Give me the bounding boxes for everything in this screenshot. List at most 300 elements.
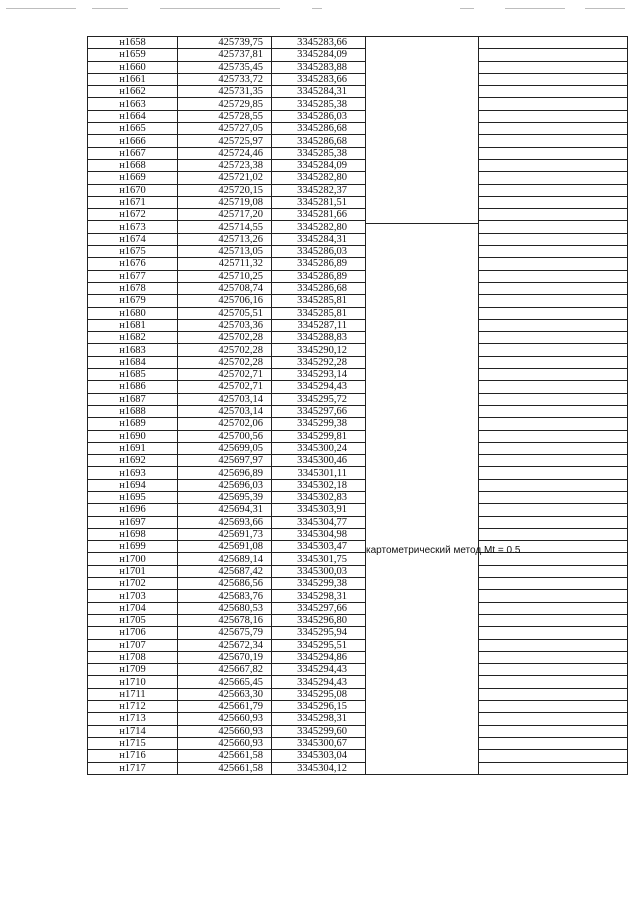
empty-cell <box>479 479 628 491</box>
y-coordinate-cell: 3345302,83 <box>272 491 366 503</box>
x-coordinate-cell: 425689,14 <box>178 553 272 565</box>
table-row <box>88 381 628 393</box>
point-name-cell: н1679 <box>88 295 178 307</box>
point-name-cell: н1704 <box>88 602 178 614</box>
method-cell <box>366 37 521 775</box>
empty-cell <box>479 750 628 762</box>
x-coordinate-cell: 425702,71 <box>178 381 272 393</box>
table-row <box>88 442 628 454</box>
x-coordinate-cell: 425667,82 <box>178 664 272 676</box>
point-name-cell: н1687 <box>88 393 178 405</box>
point-name-cell: н1714 <box>88 725 178 737</box>
y-coordinate-cell: 3345293,14 <box>272 369 366 381</box>
empty-cell <box>479 49 628 61</box>
coordinates-table-body <box>88 37 628 775</box>
y-coordinate-cell: 3345286,68 <box>272 123 366 135</box>
x-coordinate-cell: 425675,79 <box>178 627 272 639</box>
empty-cell <box>479 356 628 368</box>
empty-cell <box>479 37 628 49</box>
x-coordinate-cell: 425729,85 <box>178 98 272 110</box>
y-coordinate-cell: 3345299,38 <box>272 578 366 590</box>
empty-cell <box>479 442 628 454</box>
empty-cell <box>479 344 628 356</box>
empty-cell <box>479 578 628 590</box>
point-name-cell: н1663 <box>88 98 178 110</box>
empty-cell <box>479 762 628 774</box>
empty-cell <box>479 516 628 528</box>
empty-cell <box>479 369 628 381</box>
x-coordinate-cell: 425713,26 <box>178 233 272 245</box>
y-coordinate-cell: 3345285,38 <box>272 147 366 159</box>
empty-cell <box>479 639 628 651</box>
y-coordinate-cell: 3345295,72 <box>272 393 366 405</box>
point-name-cell: н1703 <box>88 590 178 602</box>
x-coordinate-cell: 425687,42 <box>178 565 272 577</box>
y-coordinate-cell: 3345304,98 <box>272 528 366 540</box>
y-coordinate-cell: 3345303,47 <box>272 541 366 553</box>
point-name-cell: н1672 <box>88 209 178 221</box>
empty-cell <box>479 172 628 184</box>
x-coordinate-cell: 425727,05 <box>178 123 272 135</box>
point-name-cell: н1712 <box>88 701 178 713</box>
y-coordinate-cell: 3345303,04 <box>272 750 366 762</box>
empty-cell <box>479 135 628 147</box>
x-coordinate-cell: 425717,20 <box>178 209 272 221</box>
x-coordinate-cell: 425733,72 <box>178 73 272 85</box>
y-coordinate-cell: 3345299,81 <box>272 430 366 442</box>
empty-cell <box>479 504 628 516</box>
point-name-cell: н1678 <box>88 282 178 294</box>
y-coordinate-cell: 3345300,03 <box>272 565 366 577</box>
table-row <box>88 688 628 700</box>
method-text: картометрический метод Mt = 0.5 <box>366 545 521 556</box>
y-coordinate-cell: 3345298,31 <box>272 713 366 725</box>
x-coordinate-cell: 425686,56 <box>178 578 272 590</box>
point-name-cell: н1684 <box>88 356 178 368</box>
empty-cell <box>479 701 628 713</box>
x-coordinate-cell: 425702,28 <box>178 356 272 368</box>
table-row <box>88 37 628 49</box>
table-row <box>88 541 628 553</box>
y-coordinate-cell: 3345299,38 <box>272 418 366 430</box>
table-row <box>88 73 628 85</box>
empty-cell <box>479 246 628 258</box>
y-coordinate-cell: 3345294,43 <box>272 676 366 688</box>
empty-cell <box>479 405 628 417</box>
empty-cell <box>479 159 628 171</box>
point-name-cell: н1715 <box>88 737 178 749</box>
table-row <box>88 750 628 762</box>
point-name-cell: н1660 <box>88 61 178 73</box>
table-row <box>88 172 628 184</box>
empty-cell <box>479 270 628 282</box>
x-coordinate-cell: 425725,97 <box>178 135 272 147</box>
empty-cell <box>479 73 628 85</box>
x-coordinate-cell: 425703,36 <box>178 319 272 331</box>
x-coordinate-cell: 425703,14 <box>178 393 272 405</box>
point-name-cell: н1716 <box>88 750 178 762</box>
x-coordinate-cell: 425660,93 <box>178 725 272 737</box>
table-row <box>88 504 628 516</box>
table-row <box>88 467 628 479</box>
empty-cell <box>479 418 628 430</box>
y-coordinate-cell: 3345286,68 <box>272 135 366 147</box>
table-row <box>88 209 628 221</box>
table-row <box>88 159 628 171</box>
empty-cell <box>479 86 628 98</box>
table-row <box>88 221 628 233</box>
table-row <box>88 578 628 590</box>
point-name-cell: н1717 <box>88 762 178 774</box>
x-coordinate-cell: 425699,05 <box>178 442 272 454</box>
point-name-cell: н1696 <box>88 504 178 516</box>
table-row <box>88 528 628 540</box>
table-row <box>88 49 628 61</box>
point-name-cell: н1673 <box>88 221 178 233</box>
point-name-cell: н1692 <box>88 455 178 467</box>
table-row <box>88 307 628 319</box>
y-coordinate-cell: 3345296,80 <box>272 614 366 626</box>
x-coordinate-cell: 425672,34 <box>178 639 272 651</box>
table-row <box>88 332 628 344</box>
y-coordinate-cell: 3345285,81 <box>272 295 366 307</box>
table-row <box>88 282 628 294</box>
table-row <box>88 356 628 368</box>
empty-cell <box>479 651 628 663</box>
y-coordinate-cell: 3345297,66 <box>272 602 366 614</box>
table-row <box>88 455 628 467</box>
point-name-cell: н1681 <box>88 319 178 331</box>
point-name-cell: н1705 <box>88 614 178 626</box>
table-row <box>88 418 628 430</box>
y-coordinate-cell: 3345297,66 <box>272 405 366 417</box>
empty-cell <box>479 319 628 331</box>
x-coordinate-cell: 425663,30 <box>178 688 272 700</box>
x-coordinate-cell: 425708,74 <box>178 282 272 294</box>
point-name-cell: н1677 <box>88 270 178 282</box>
y-coordinate-cell: 3345300,67 <box>272 737 366 749</box>
empty-cell <box>479 147 628 159</box>
y-coordinate-cell: 3345282,80 <box>272 221 366 233</box>
y-coordinate-cell: 3345286,89 <box>272 258 366 270</box>
x-coordinate-cell: 425721,02 <box>178 172 272 184</box>
table-row <box>88 369 628 381</box>
point-name-cell: н1710 <box>88 676 178 688</box>
point-name-cell: н1699 <box>88 541 178 553</box>
point-name-cell: н1668 <box>88 159 178 171</box>
y-coordinate-cell: 3345284,31 <box>272 233 366 245</box>
empty-cell <box>479 221 628 233</box>
point-name-cell: н1665 <box>88 123 178 135</box>
x-coordinate-cell: 425661,79 <box>178 701 272 713</box>
page-header-remnant <box>0 0 640 18</box>
x-coordinate-cell: 425731,35 <box>178 86 272 98</box>
x-coordinate-cell: 425702,71 <box>178 369 272 381</box>
empty-cell <box>479 676 628 688</box>
table-row <box>88 737 628 749</box>
table-row <box>88 627 628 639</box>
x-coordinate-cell: 425697,97 <box>178 455 272 467</box>
y-coordinate-cell: 3345281,51 <box>272 196 366 208</box>
point-name-cell: н1680 <box>88 307 178 319</box>
table-row <box>88 344 628 356</box>
table-row <box>88 147 628 159</box>
y-coordinate-cell: 3345282,37 <box>272 184 366 196</box>
point-name-cell: н1682 <box>88 332 178 344</box>
empty-cell <box>479 664 628 676</box>
table-row <box>88 590 628 602</box>
x-coordinate-cell: 425703,14 <box>178 405 272 417</box>
table-row <box>88 676 628 688</box>
y-coordinate-cell: 3345301,75 <box>272 553 366 565</box>
y-coordinate-cell: 3345286,03 <box>272 246 366 258</box>
y-coordinate-cell: 3345290,12 <box>272 344 366 356</box>
table-row <box>88 246 628 258</box>
point-name-cell: н1671 <box>88 196 178 208</box>
table-row <box>88 123 628 135</box>
y-coordinate-cell: 3345285,81 <box>272 307 366 319</box>
point-name-cell: н1707 <box>88 639 178 651</box>
y-coordinate-cell: 3345299,60 <box>272 725 366 737</box>
empty-cell <box>479 123 628 135</box>
y-coordinate-cell: 3345301,11 <box>272 467 366 479</box>
y-coordinate-cell: 3345294,43 <box>272 381 366 393</box>
x-coordinate-cell: 425694,31 <box>178 504 272 516</box>
x-coordinate-cell: 425702,06 <box>178 418 272 430</box>
y-coordinate-cell: 3345286,89 <box>272 270 366 282</box>
y-coordinate-cell: 3345295,51 <box>272 639 366 651</box>
x-coordinate-cell: 425713,05 <box>178 246 272 258</box>
table-row <box>88 664 628 676</box>
x-coordinate-cell: 425706,16 <box>178 295 272 307</box>
y-coordinate-cell: 3345288,83 <box>272 332 366 344</box>
y-coordinate-cell: 3345286,68 <box>272 282 366 294</box>
y-coordinate-cell: 3345284,09 <box>272 159 366 171</box>
point-name-cell: н1686 <box>88 381 178 393</box>
empty-cell <box>479 98 628 110</box>
table-row <box>88 430 628 442</box>
empty-cell <box>479 184 628 196</box>
table-row <box>88 319 628 331</box>
empty-cell <box>479 430 628 442</box>
table-row <box>88 565 628 577</box>
y-coordinate-cell: 3345302,18 <box>272 479 366 491</box>
empty-cell <box>479 737 628 749</box>
point-name-cell: н1711 <box>88 688 178 700</box>
x-coordinate-cell: 425705,51 <box>178 307 272 319</box>
table-row <box>88 553 628 565</box>
table-row <box>88 479 628 491</box>
empty-cell <box>479 258 628 270</box>
point-name-cell: н1666 <box>88 135 178 147</box>
empty-cell <box>479 381 628 393</box>
table-row <box>88 295 628 307</box>
method-cell-divider <box>366 223 478 224</box>
empty-cell <box>479 196 628 208</box>
point-name-cell: н1669 <box>88 172 178 184</box>
x-coordinate-cell: 425723,38 <box>178 159 272 171</box>
point-name-cell: н1675 <box>88 246 178 258</box>
point-name-cell: н1693 <box>88 467 178 479</box>
y-coordinate-cell: 3345303,91 <box>272 504 366 516</box>
x-coordinate-cell: 425660,93 <box>178 713 272 725</box>
empty-cell <box>479 614 628 626</box>
x-coordinate-cell: 425739,75 <box>178 37 272 49</box>
y-coordinate-cell: 3345296,15 <box>272 701 366 713</box>
table-row <box>88 491 628 503</box>
x-coordinate-cell: 425702,28 <box>178 344 272 356</box>
table-row <box>88 651 628 663</box>
table-row <box>88 233 628 245</box>
table-row <box>88 258 628 270</box>
y-coordinate-cell: 3345300,24 <box>272 442 366 454</box>
table-row <box>88 270 628 282</box>
point-name-cell: н1697 <box>88 516 178 528</box>
point-name-cell: н1658 <box>88 37 178 49</box>
point-name-cell: н1695 <box>88 491 178 503</box>
point-name-cell: н1691 <box>88 442 178 454</box>
x-coordinate-cell: 425714,55 <box>178 221 272 233</box>
y-coordinate-cell: 3345304,12 <box>272 762 366 774</box>
y-coordinate-cell: 3345294,86 <box>272 651 366 663</box>
point-name-cell: н1674 <box>88 233 178 245</box>
table-row <box>88 61 628 73</box>
y-coordinate-cell: 3345294,43 <box>272 664 366 676</box>
point-name-cell: н1698 <box>88 528 178 540</box>
y-coordinate-cell: 3345283,88 <box>272 61 366 73</box>
table-row <box>88 602 628 614</box>
table-row <box>88 405 628 417</box>
x-coordinate-cell: 425693,66 <box>178 516 272 528</box>
empty-cell <box>479 467 628 479</box>
x-coordinate-cell: 425710,25 <box>178 270 272 282</box>
table-row <box>88 725 628 737</box>
point-name-cell: н1659 <box>88 49 178 61</box>
x-coordinate-cell: 425691,73 <box>178 528 272 540</box>
coordinates-table <box>87 36 628 775</box>
x-coordinate-cell: 425665,45 <box>178 676 272 688</box>
empty-cell <box>479 491 628 503</box>
x-coordinate-cell: 425661,58 <box>178 762 272 774</box>
x-coordinate-cell: 425680,53 <box>178 602 272 614</box>
y-coordinate-cell: 3345298,31 <box>272 590 366 602</box>
table-row <box>88 184 628 196</box>
y-coordinate-cell: 3345285,38 <box>272 98 366 110</box>
y-coordinate-cell: 3345283,66 <box>272 73 366 85</box>
empty-cell <box>479 295 628 307</box>
empty-cell <box>479 332 628 344</box>
x-coordinate-cell: 425696,89 <box>178 467 272 479</box>
table-row <box>88 762 628 774</box>
table-row <box>88 701 628 713</box>
empty-cell <box>479 110 628 122</box>
point-name-cell: н1662 <box>88 86 178 98</box>
x-coordinate-cell: 425702,28 <box>178 332 272 344</box>
table-row <box>88 639 628 651</box>
point-name-cell: н1706 <box>88 627 178 639</box>
table-row <box>88 713 628 725</box>
x-coordinate-cell: 425691,08 <box>178 541 272 553</box>
x-coordinate-cell: 425660,93 <box>178 737 272 749</box>
table-row <box>88 516 628 528</box>
x-coordinate-cell: 425735,45 <box>178 61 272 73</box>
empty-cell <box>479 565 628 577</box>
x-coordinate-cell: 425724,46 <box>178 147 272 159</box>
x-coordinate-cell: 425696,03 <box>178 479 272 491</box>
x-coordinate-cell: 425720,15 <box>178 184 272 196</box>
table-row <box>88 98 628 110</box>
y-coordinate-cell: 3345286,03 <box>272 110 366 122</box>
empty-cell <box>479 627 628 639</box>
y-coordinate-cell: 3345282,80 <box>272 172 366 184</box>
point-name-cell: н1664 <box>88 110 178 122</box>
table-row <box>88 614 628 626</box>
table-row <box>88 393 628 405</box>
y-coordinate-cell: 3345284,31 <box>272 86 366 98</box>
point-name-cell: н1683 <box>88 344 178 356</box>
point-name-cell: н1701 <box>88 565 178 577</box>
x-coordinate-cell: 425678,16 <box>178 614 272 626</box>
point-name-cell: н1688 <box>88 405 178 417</box>
empty-cell <box>479 209 628 221</box>
x-coordinate-cell: 425711,32 <box>178 258 272 270</box>
table-row <box>88 135 628 147</box>
empty-cell <box>479 528 628 540</box>
empty-cell <box>479 282 628 294</box>
table-row <box>88 86 628 98</box>
y-coordinate-cell: 3345284,09 <box>272 49 366 61</box>
y-coordinate-cell: 3345295,94 <box>272 627 366 639</box>
x-coordinate-cell: 425670,19 <box>178 651 272 663</box>
empty-cell <box>479 725 628 737</box>
point-name-cell: н1702 <box>88 578 178 590</box>
y-coordinate-cell: 3345295,08 <box>272 688 366 700</box>
point-name-cell: н1670 <box>88 184 178 196</box>
x-coordinate-cell: 425719,08 <box>178 196 272 208</box>
point-name-cell: н1689 <box>88 418 178 430</box>
point-name-cell: н1709 <box>88 664 178 676</box>
table-row <box>88 196 628 208</box>
empty-cell <box>479 455 628 467</box>
empty-cell <box>479 590 628 602</box>
point-name-cell: н1708 <box>88 651 178 663</box>
x-coordinate-cell: 425695,39 <box>178 491 272 503</box>
y-coordinate-cell: 3345283,66 <box>272 37 366 49</box>
empty-cell <box>479 233 628 245</box>
point-name-cell: н1713 <box>88 713 178 725</box>
empty-cell <box>479 307 628 319</box>
point-name-cell: н1661 <box>88 73 178 85</box>
x-coordinate-cell: 425728,55 <box>178 110 272 122</box>
y-coordinate-cell: 3345300,46 <box>272 455 366 467</box>
point-name-cell: н1667 <box>88 147 178 159</box>
y-coordinate-cell: 3345287,11 <box>272 319 366 331</box>
empty-cell <box>479 393 628 405</box>
point-name-cell: н1676 <box>88 258 178 270</box>
table-row <box>88 110 628 122</box>
empty-cell <box>479 602 628 614</box>
point-name-cell: н1690 <box>88 430 178 442</box>
point-name-cell: н1694 <box>88 479 178 491</box>
y-coordinate-cell: 3345292,28 <box>272 356 366 368</box>
point-name-cell: н1700 <box>88 553 178 565</box>
empty-cell <box>479 688 628 700</box>
x-coordinate-cell: 425683,76 <box>178 590 272 602</box>
x-coordinate-cell: 425700,56 <box>178 430 272 442</box>
y-coordinate-cell: 3345281,66 <box>272 209 366 221</box>
empty-cell <box>479 61 628 73</box>
y-coordinate-cell: 3345304,77 <box>272 516 366 528</box>
